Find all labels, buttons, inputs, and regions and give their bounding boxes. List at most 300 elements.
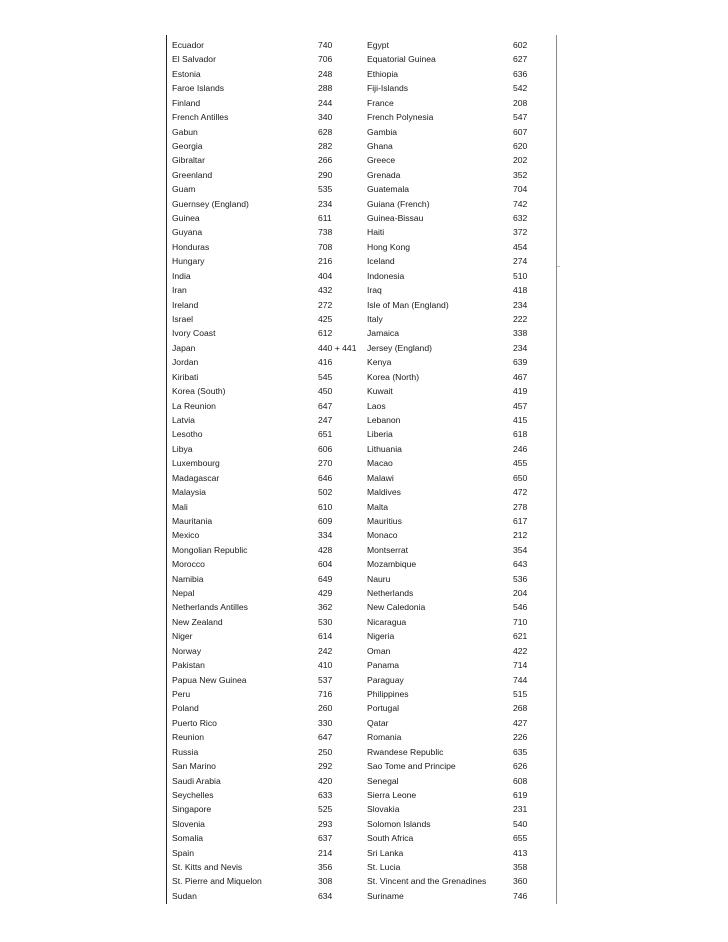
table-row (172, 283, 554, 297)
right-country-code: 639 (513, 357, 528, 368)
left-country-name: Peru (172, 688, 191, 699)
table-row (172, 831, 554, 845)
right-country-name: Malawi (367, 472, 394, 483)
left-country-code: 362 (318, 602, 333, 613)
right-country-code: 278 (513, 501, 528, 512)
right-country-code: 627 (513, 54, 528, 65)
table-row (172, 874, 554, 888)
table-row (172, 802, 554, 816)
right-country-name: Liberia (367, 429, 393, 440)
left-country-code: 606 (318, 443, 333, 454)
table-row (172, 442, 554, 456)
right-country-code: 621 (513, 631, 528, 642)
left-country-name: Ecuador (172, 40, 205, 50)
right-country-name: Isle of Man (England) (367, 299, 449, 310)
right-country-code: 202 (513, 155, 528, 166)
left-country-name: Gibraltar (172, 155, 205, 166)
right-country-name: Sierra Leone (367, 789, 417, 800)
right-country-code: 413 (513, 847, 528, 858)
table-row (172, 456, 554, 470)
right-country-name: Jersey (England) (367, 342, 432, 353)
table-row (172, 67, 554, 81)
left-country-code: 429 (318, 588, 333, 599)
left-country-name: Estonia (172, 68, 201, 79)
right-country-code: 234 (513, 299, 528, 310)
left-country-code: 612 (318, 328, 333, 339)
right-country-name: Iraq (367, 285, 382, 296)
left-country-name: Malaysia (172, 487, 206, 498)
table-row (172, 730, 554, 744)
left-country-name: Honduras (172, 241, 210, 252)
right-country-code: 231 (513, 804, 528, 815)
left-country-code: 614 (318, 631, 333, 642)
left-country-name: Morocco (172, 559, 205, 570)
table-row (172, 211, 554, 225)
right-country-code: 419 (513, 386, 528, 397)
right-country-code: 632 (513, 213, 528, 224)
right-country-code: 617 (513, 515, 528, 526)
left-country-code: 293 (318, 818, 333, 829)
table-row (172, 658, 554, 672)
right-country-code: 354 (513, 544, 528, 555)
left-country-code: 340 (318, 112, 333, 123)
left-country-code: 646 (318, 472, 333, 483)
left-country-code: 270 (318, 458, 333, 469)
table-row (172, 399, 554, 413)
left-country-name: Singapore (172, 804, 212, 815)
right-country-name: Haiti (367, 227, 385, 238)
table-row (172, 514, 554, 528)
right-country-name: Indonesia (367, 270, 405, 281)
left-country-code: 288 (318, 83, 333, 94)
left-country-name: Hungary (172, 256, 205, 267)
right-country-code: 626 (513, 761, 528, 772)
right-country-code: 607 (513, 126, 528, 137)
left-country-code: 545 (318, 371, 333, 382)
left-country-name: Sudan (172, 890, 197, 901)
left-country-code: 628 (318, 126, 333, 137)
left-country-code: 525 (318, 804, 333, 815)
table-row (172, 817, 554, 831)
right-country-code: 742 (513, 198, 528, 209)
right-country-name: Mauritius (367, 515, 402, 526)
right-country-name: France (367, 97, 394, 108)
left-country-code: 244 (318, 97, 333, 108)
right-country-code: 542 (513, 83, 528, 94)
table-row (172, 139, 554, 153)
table-row (172, 716, 554, 730)
left-country-code: 609 (318, 515, 333, 526)
right-country-code: 643 (513, 559, 528, 570)
left-country-name: La Reunion (172, 400, 216, 411)
left-country-code: 425 (318, 314, 333, 325)
left-country-code: 432 (318, 285, 333, 296)
right-country-code: 455 (513, 458, 528, 469)
table-row (172, 543, 554, 557)
right-country-code: 222 (513, 314, 528, 325)
left-country-name: Norway (172, 645, 202, 656)
table-row (172, 168, 554, 182)
right-country-name: St. Lucia (367, 862, 401, 873)
left-country-name: St. Kitts and Nevis (172, 862, 243, 873)
table-row (172, 528, 554, 542)
left-country-code: 410 (318, 660, 333, 671)
table-row (172, 125, 554, 139)
left-country-name: Japan (172, 342, 196, 353)
table-row (172, 312, 554, 326)
right-country-name: New Caledonia (367, 602, 426, 613)
table-row (172, 298, 554, 312)
right-country-name: Nigeria (367, 631, 395, 642)
right-country-name: Guatemala (367, 184, 410, 195)
right-country-code: 415 (513, 414, 528, 425)
left-country-code: 308 (318, 876, 333, 887)
right-country-code: 710 (513, 616, 528, 627)
left-country-name: Faroe Islands (172, 83, 225, 94)
left-country-code: 334 (318, 530, 333, 541)
right-country-code: 608 (513, 775, 528, 786)
table-row (172, 600, 554, 614)
right-country-name: Qatar (367, 717, 389, 728)
right-country-name: Kuwait (367, 386, 393, 397)
left-country-code: 649 (318, 573, 333, 584)
right-country-name: Fiji-Islands (367, 83, 409, 94)
right-country-name: Romania (367, 732, 402, 743)
right-country-name: Lebanon (367, 414, 401, 425)
table-row (172, 413, 554, 427)
left-country-code: 260 (318, 703, 333, 714)
right-country-code: 358 (513, 862, 528, 873)
left-country-name: Ivory Coast (172, 328, 216, 339)
right-country-code: 472 (513, 487, 528, 498)
right-country-name: Montserrat (367, 544, 409, 555)
right-country-name: Kenya (367, 357, 392, 368)
left-country-code: 537 (318, 674, 333, 685)
right-country-code: 510 (513, 270, 528, 281)
table-row (172, 485, 554, 499)
table-row (172, 269, 554, 283)
table-row (172, 572, 554, 586)
left-country-name: Netherlands Antilles (172, 602, 248, 613)
right-country-code: 515 (513, 688, 528, 699)
right-country-code: 635 (513, 746, 528, 757)
table-row (172, 745, 554, 759)
left-country-name: India (172, 270, 191, 281)
right-country-code: 204 (513, 588, 528, 599)
right-country-name: St. Vincent and the Grenadines (367, 876, 487, 887)
table-row (172, 355, 554, 369)
left-country-name: Namibia (172, 573, 204, 584)
left-country-name: New Zealand (172, 616, 223, 627)
right-country-name: Monaco (367, 530, 398, 541)
table-row (172, 846, 554, 860)
left-country-code: 428 (318, 544, 333, 555)
left-country-code: 247 (318, 414, 333, 425)
right-country-code: 618 (513, 429, 528, 440)
table-row (172, 788, 554, 802)
table-row (172, 687, 554, 701)
right-country-code: 714 (513, 660, 528, 671)
left-country-name: Kiribati (172, 371, 199, 382)
left-country-name: Korea (South) (172, 386, 226, 397)
right-country-code: 212 (513, 530, 528, 541)
right-country-code: 274 (513, 256, 528, 267)
right-country-name: Guinea-Bissau (367, 213, 424, 224)
right-country-code: 422 (513, 645, 528, 656)
right-country-name: Laos (367, 400, 386, 411)
table-row (172, 326, 554, 340)
left-country-code: 356 (318, 862, 333, 873)
left-country-code: 708 (318, 241, 333, 252)
right-country-code: 246 (513, 443, 528, 454)
right-country-code: 620 (513, 140, 528, 151)
right-country-code: 744 (513, 674, 528, 685)
left-country-code: 610 (318, 501, 333, 512)
right-country-code: 746 (513, 890, 528, 901)
right-country-name: Ethiopia (367, 68, 399, 79)
right-country-name: Lithuania (367, 443, 402, 454)
left-country-name: Jordan (172, 357, 199, 368)
right-country-name: Netherlands (367, 588, 414, 599)
left-country-name: Somalia (172, 833, 204, 844)
right-country-name: Italy (367, 314, 383, 325)
left-country-name: San Marino (172, 761, 216, 772)
table-row (172, 225, 554, 239)
left-country-code: 290 (318, 169, 333, 180)
left-country-code: 637 (318, 833, 333, 844)
right-country-name: Egypt (367, 40, 389, 50)
left-country-code: 216 (318, 256, 333, 267)
left-country-code: 282 (318, 140, 333, 151)
table-row (172, 759, 554, 773)
right-country-name: Equatorial Guinea (367, 54, 436, 65)
right-border-line (556, 35, 557, 904)
right-country-name: Sao Tome and Principe (367, 761, 456, 772)
left-country-code: 266 (318, 155, 333, 166)
left-country-name: Russia (172, 746, 199, 757)
left-country-name: French Antilles (172, 112, 229, 123)
left-country-code: 647 (318, 400, 333, 411)
right-country-name: Iceland (367, 256, 395, 267)
left-country-code: 530 (318, 616, 333, 627)
table-row (172, 254, 554, 268)
left-country-code: 738 (318, 227, 333, 238)
table-row (172, 370, 554, 384)
table-row (172, 889, 554, 903)
left-country-name: Slovenia (172, 818, 205, 829)
left-country-code: 450 (318, 386, 333, 397)
left-country-name: Guinea (172, 213, 200, 224)
right-country-name: Portugal (367, 703, 400, 714)
right-country-name: Hong Kong (367, 241, 411, 252)
left-country-name: Reunion (172, 732, 205, 743)
table-row (172, 153, 554, 167)
left-country-name: Ireland (172, 299, 199, 310)
left-country-code: 535 (318, 184, 333, 195)
left-country-code: 740 (318, 40, 333, 50)
right-country-code: 234 (513, 342, 528, 353)
margin-tick-mark (557, 266, 560, 267)
right-country-code: 360 (513, 876, 528, 887)
left-country-code: 416 (318, 357, 333, 368)
left-country-name: Mauritania (172, 515, 213, 526)
right-country-name: Ghana (367, 140, 393, 151)
left-country-code: 716 (318, 688, 333, 699)
left-country-name: Mongolian Republic (172, 544, 248, 555)
table-row (172, 110, 554, 124)
right-country-code: 226 (513, 732, 528, 743)
right-country-code: 338 (513, 328, 528, 339)
right-country-code: 619 (513, 789, 528, 800)
left-country-name: Guyana (172, 227, 203, 238)
left-country-name: Saudi Arabia (172, 775, 221, 786)
left-country-name: Luxembourg (172, 458, 220, 469)
right-country-name: Philippines (367, 688, 409, 699)
right-country-code: 636 (513, 68, 528, 79)
right-country-name: Senegal (367, 775, 399, 786)
right-country-code: 208 (513, 97, 528, 108)
table-row (172, 52, 554, 66)
table-row (172, 240, 554, 254)
left-country-code: 604 (318, 559, 333, 570)
left-country-code: 248 (318, 68, 333, 79)
left-country-code: 272 (318, 299, 333, 310)
left-country-name: Niger (172, 631, 193, 642)
left-country-code: 404 (318, 270, 333, 281)
right-country-code: 536 (513, 573, 528, 584)
table-row (172, 644, 554, 658)
left-country-name: Nepal (172, 588, 195, 599)
right-country-name: Macao (367, 458, 393, 469)
table-row (172, 81, 554, 95)
right-country-code: 467 (513, 371, 528, 382)
left-country-name: Georgia (172, 140, 203, 151)
right-country-code: 454 (513, 241, 528, 252)
right-country-name: Grenada (367, 169, 401, 180)
table-row (172, 860, 554, 874)
left-country-name: Guernsey (England) (172, 198, 249, 209)
right-country-code: 352 (513, 169, 528, 180)
right-country-code: 457 (513, 400, 528, 411)
right-country-code: 547 (513, 112, 528, 123)
left-country-name: Guam (172, 184, 196, 195)
table-row (172, 701, 554, 715)
right-country-name: Greece (367, 155, 396, 166)
table-row (172, 500, 554, 514)
right-country-code: 650 (513, 472, 528, 483)
right-country-name: Sri Lanka (367, 847, 404, 858)
left-country-name: Puerto Rico (172, 717, 217, 728)
left-country-name: St. Pierre and Miquelon (172, 876, 262, 887)
right-country-code: 602 (513, 40, 528, 50)
right-country-name: Guiana (French) (367, 198, 430, 209)
right-country-code: 418 (513, 285, 528, 296)
right-country-code: 540 (513, 818, 528, 829)
right-country-code: 704 (513, 184, 528, 195)
left-country-name: Mexico (172, 530, 200, 541)
right-country-code: 268 (513, 703, 528, 714)
right-country-name: Panama (367, 660, 400, 671)
left-country-name: Latvia (172, 414, 195, 425)
right-country-name: French Polynesia (367, 112, 434, 123)
right-country-code: 427 (513, 717, 528, 728)
table-row (172, 557, 554, 571)
left-country-code: 330 (318, 717, 333, 728)
right-country-code: 372 (513, 227, 528, 238)
left-country-name: Israel (172, 314, 194, 325)
left-country-name: Finland (172, 97, 201, 108)
table-row (172, 586, 554, 600)
right-country-name: Jamaica (367, 328, 399, 339)
left-border-line (166, 35, 167, 904)
left-country-code: 250 (318, 746, 333, 757)
right-country-name: South Africa (367, 833, 414, 844)
right-country-name: Malta (367, 501, 389, 512)
right-country-name: Suriname (367, 890, 404, 901)
right-country-name: Nauru (367, 573, 391, 584)
right-country-name: Paraguay (367, 674, 404, 685)
left-country-name: Mali (172, 501, 188, 512)
left-country-code: 292 (318, 761, 333, 772)
left-country-code: 440 + 441 (318, 342, 357, 353)
left-country-code: 651 (318, 429, 333, 440)
left-country-name: Spain (172, 847, 194, 858)
right-country-name: Mozambique (367, 559, 417, 570)
right-country-name: Oman (367, 645, 391, 656)
left-country-name: Iran (172, 285, 187, 296)
right-country-name: Slovakia (367, 804, 400, 815)
left-country-code: 633 (318, 789, 333, 800)
left-country-code: 234 (318, 198, 333, 209)
right-country-name: Rwandese Republic (367, 746, 444, 757)
left-country-name: Lesotho (172, 429, 203, 440)
table-row (172, 471, 554, 485)
right-country-name: Korea (North) (367, 371, 420, 382)
left-country-name: Papua New Guinea (172, 674, 247, 685)
table-row (172, 341, 554, 355)
left-country-name: Pakistan (172, 660, 205, 671)
left-country-name: Gabun (172, 126, 198, 137)
table-row (172, 774, 554, 788)
left-country-code: 706 (318, 54, 333, 65)
table-row (172, 38, 554, 52)
country-code-table (172, 38, 554, 903)
right-country-name: Nicaragua (367, 616, 407, 627)
left-country-name: Poland (172, 703, 199, 714)
left-country-code: 634 (318, 890, 333, 901)
left-country-code: 242 (318, 645, 333, 656)
table-row (172, 182, 554, 196)
table-row (172, 384, 554, 398)
table-row (172, 673, 554, 687)
right-country-name: Maldives (367, 487, 401, 498)
right-country-code: 655 (513, 833, 528, 844)
table-row (172, 96, 554, 110)
table-row (172, 615, 554, 629)
left-country-name: Libya (172, 443, 193, 454)
right-country-name: Gambia (367, 126, 398, 137)
left-country-name: Madagascar (172, 472, 220, 483)
left-country-code: 502 (318, 487, 333, 498)
left-country-code: 420 (318, 775, 333, 786)
left-country-name: El Salvador (172, 54, 216, 65)
table-row (172, 629, 554, 643)
left-country-name: Seychelles (172, 789, 214, 800)
left-country-code: 647 (318, 732, 333, 743)
table-row (172, 197, 554, 211)
right-country-name: Solomon Islands (367, 818, 431, 829)
left-country-name: Greenland (172, 169, 213, 180)
